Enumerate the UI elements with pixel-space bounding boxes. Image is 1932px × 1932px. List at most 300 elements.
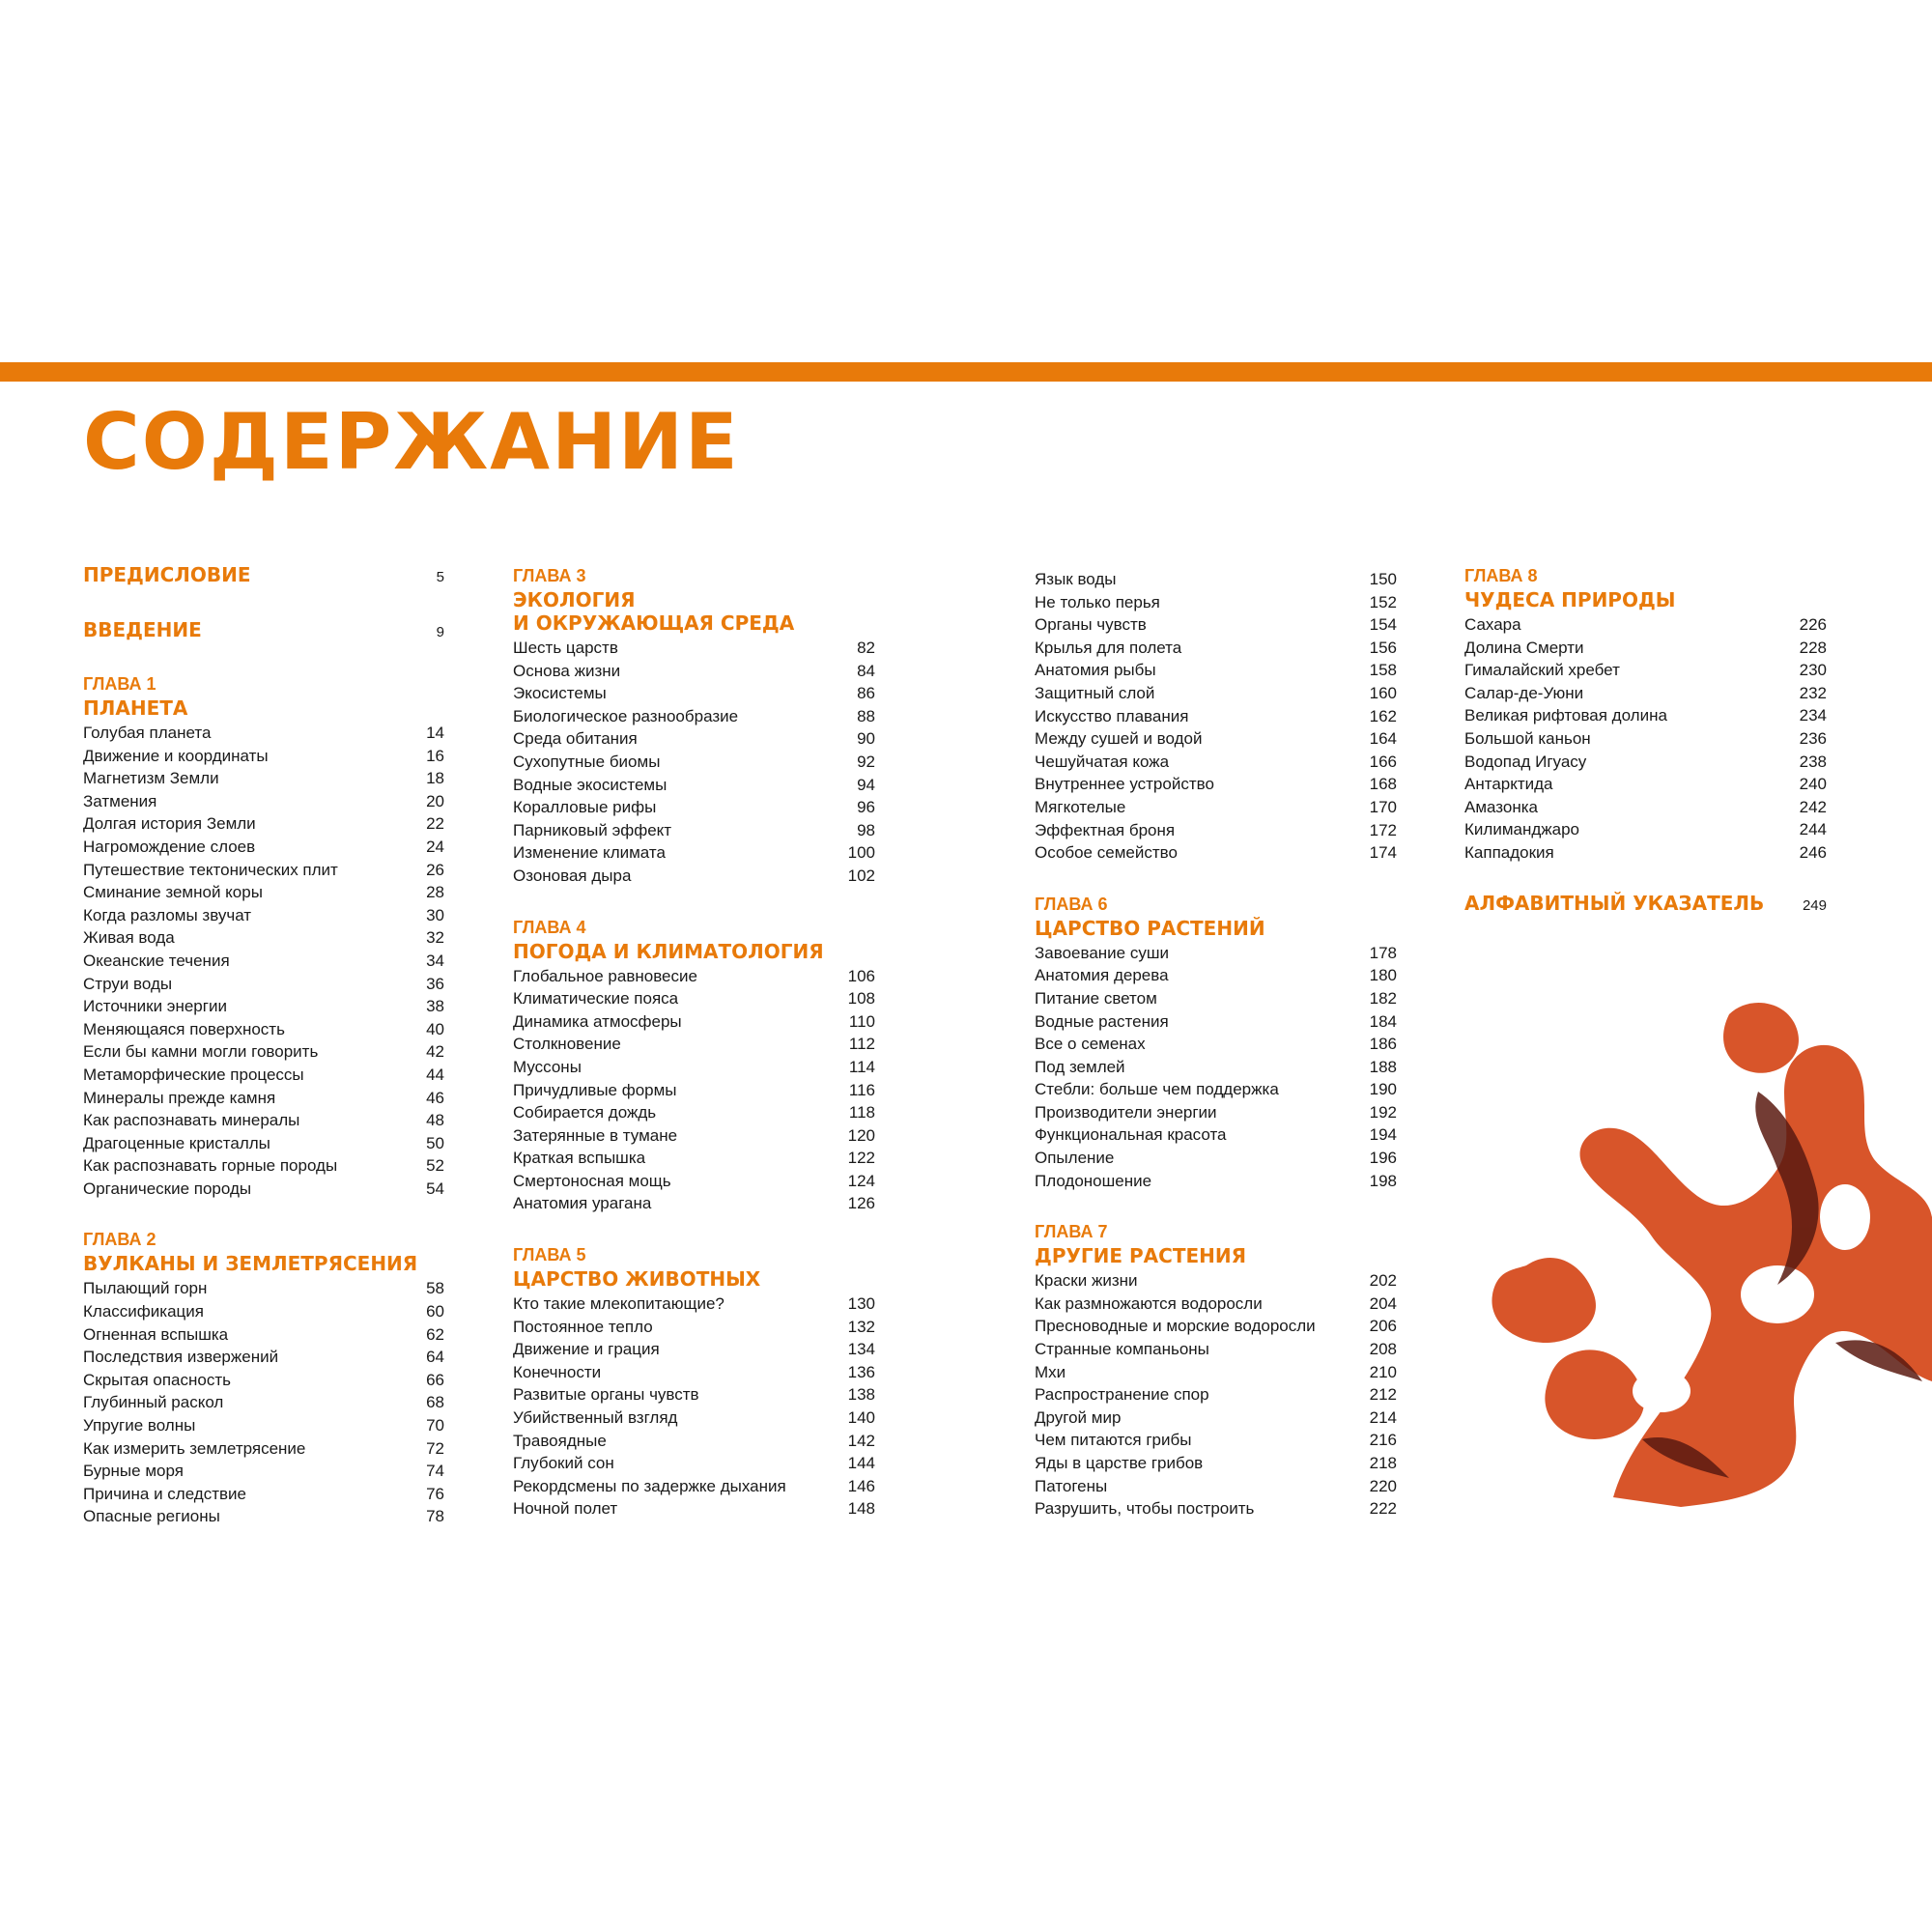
entry-title: Голубая планета bbox=[83, 724, 212, 742]
entry-title: Последствия извержений bbox=[83, 1348, 279, 1367]
chapter-title-line-2: И ОКРУЖАЮЩАЯ СРЕДА bbox=[513, 611, 795, 635]
toc-entry[interactable] bbox=[83, 1064, 444, 1087]
entry-title: Анатомия урагана bbox=[513, 1194, 652, 1213]
toc-entry-intro[interactable] bbox=[83, 618, 444, 647]
toc-entry[interactable] bbox=[1464, 682, 1827, 705]
page-number: 84 bbox=[857, 661, 875, 680]
toc-entry[interactable] bbox=[83, 1109, 444, 1132]
page-number: 220 bbox=[1369, 1476, 1397, 1495]
page-number: 190 bbox=[1369, 1080, 1397, 1099]
entry-title: Мхи bbox=[1035, 1362, 1066, 1381]
entry-title: Сминание земной коры bbox=[83, 883, 263, 902]
chapter-1 bbox=[83, 671, 444, 1200]
entry-title: Краски жизни bbox=[1035, 1271, 1138, 1291]
toc-entry-index[interactable] bbox=[1464, 892, 1827, 921]
entry-title: Климатические пояса bbox=[513, 989, 679, 1009]
toc-entry[interactable] bbox=[83, 767, 444, 790]
entry-title: Муссоны bbox=[513, 1057, 582, 1076]
toc-entry[interactable] bbox=[513, 1361, 875, 1384]
page-number: 124 bbox=[847, 1171, 875, 1190]
toc-entry[interactable] bbox=[513, 1452, 875, 1475]
entry-title: Постоянное тепло bbox=[513, 1317, 653, 1336]
page-number: 140 bbox=[847, 1408, 875, 1428]
entry-title: Сахара bbox=[1464, 615, 1521, 634]
toc-entry[interactable] bbox=[513, 1124, 875, 1148]
page-number: 112 bbox=[848, 1035, 875, 1054]
toc-entry[interactable] bbox=[513, 637, 875, 660]
entry-title: Долгая история Земли bbox=[83, 814, 256, 834]
page-number: 20 bbox=[426, 791, 444, 810]
toc-entry[interactable] bbox=[513, 1316, 875, 1339]
entry-title: Гималайский хребет bbox=[1464, 661, 1620, 680]
chapter-entries bbox=[1035, 1269, 1397, 1520]
toc-entry[interactable] bbox=[1035, 682, 1397, 705]
entry-title: Классификация bbox=[83, 1302, 204, 1321]
entry-title: Другой мир bbox=[1035, 1407, 1122, 1427]
page-number: 94 bbox=[857, 775, 875, 794]
entry-title: Искусство плавания bbox=[1035, 706, 1189, 725]
red-seaweed-illustration bbox=[1488, 976, 1932, 1517]
entry-title: Конечности bbox=[513, 1362, 602, 1381]
toc-entry[interactable] bbox=[1464, 751, 1827, 774]
chapter-entries bbox=[513, 1293, 875, 1520]
toc-entry[interactable] bbox=[83, 1018, 444, 1041]
page-number: 110 bbox=[848, 1011, 875, 1031]
page-number: 116 bbox=[848, 1080, 875, 1099]
toc-entry-preface[interactable] bbox=[83, 563, 444, 592]
entry-title: Как размножаются водоросли bbox=[1035, 1293, 1263, 1313]
toc-entry[interactable] bbox=[83, 722, 444, 745]
entry-title: Причина и следствие bbox=[83, 1484, 246, 1503]
toc-entry[interactable] bbox=[513, 751, 875, 774]
page-number: 162 bbox=[1369, 706, 1397, 725]
toc-entry[interactable] bbox=[83, 859, 444, 882]
toc-entry[interactable] bbox=[513, 1170, 875, 1193]
page-number: 38 bbox=[426, 997, 444, 1016]
page-number: 36 bbox=[426, 974, 444, 993]
toc-entry[interactable] bbox=[513, 1293, 875, 1316]
entry-title: Нагромождение слоев bbox=[83, 837, 256, 856]
entry-title: Водные экосистемы bbox=[513, 775, 668, 794]
toc-entry[interactable] bbox=[83, 1154, 444, 1178]
entry-title: Водные растения bbox=[1035, 1011, 1169, 1031]
page-number: 240 bbox=[1799, 775, 1827, 794]
toc-entry[interactable] bbox=[83, 1460, 444, 1483]
page-number: 184 bbox=[1369, 1011, 1397, 1031]
page-number: 46 bbox=[426, 1088, 444, 1107]
toc-entry[interactable] bbox=[83, 1483, 444, 1506]
entry-title: Великая рифтовая долина bbox=[1464, 706, 1667, 725]
entry-title: Шесть царств bbox=[513, 639, 618, 657]
intro-title: ВВЕДЕНИЕ bbox=[83, 618, 202, 641]
page-number: 208 bbox=[1369, 1340, 1397, 1359]
toc-entry[interactable] bbox=[1035, 1338, 1397, 1361]
entry-title: Рекордсмены по задержке дыхания bbox=[513, 1476, 786, 1495]
toc-entry[interactable] bbox=[1035, 819, 1397, 842]
toc-column-2 bbox=[513, 563, 875, 1548]
page-number: 142 bbox=[847, 1431, 875, 1450]
chapter-label: ГЛАВА 6 bbox=[1035, 894, 1108, 914]
page-number: 102 bbox=[847, 866, 875, 885]
page-number: 32 bbox=[426, 928, 444, 948]
chapter-label: ГЛАВА 5 bbox=[513, 1245, 586, 1265]
toc-entry[interactable] bbox=[1035, 1170, 1397, 1193]
page-number: 88 bbox=[857, 706, 875, 725]
entry-title: Под землей bbox=[1035, 1057, 1125, 1076]
entry-title: Разрушить, чтобы построить bbox=[1035, 1499, 1255, 1519]
page-number: 74 bbox=[426, 1462, 444, 1481]
page-number: 242 bbox=[1799, 797, 1827, 816]
entry-title: Биологическое разнообразие bbox=[513, 706, 739, 725]
toc-entry[interactable] bbox=[1035, 964, 1397, 987]
chapter-6 bbox=[1035, 892, 1397, 1193]
page-number: 28 bbox=[426, 883, 444, 902]
entry-title: Развитые органы чувств bbox=[513, 1385, 699, 1405]
toc-entry[interactable] bbox=[1035, 1269, 1397, 1293]
entry-title: Распространение спор bbox=[1035, 1385, 1209, 1405]
entry-title: Между сушей и водой bbox=[1035, 729, 1203, 749]
entry-title: Каппадокия bbox=[1464, 842, 1554, 862]
page-number: 212 bbox=[1369, 1385, 1397, 1405]
entry-title: Анатомия дерева bbox=[1035, 966, 1169, 985]
toc-entry[interactable] bbox=[83, 1369, 444, 1392]
toc-entry[interactable] bbox=[513, 841, 875, 865]
toc-entry[interactable] bbox=[1464, 773, 1827, 796]
toc-entry[interactable] bbox=[1035, 1056, 1397, 1079]
toc-entry[interactable] bbox=[1035, 1147, 1397, 1170]
entry-title: Движение и координаты bbox=[83, 746, 269, 765]
toc-entry[interactable] bbox=[83, 1087, 444, 1110]
page-number: 54 bbox=[426, 1179, 444, 1198]
toc-entry[interactable] bbox=[1035, 1452, 1397, 1475]
page-number: 24 bbox=[426, 837, 444, 856]
toc-entry[interactable] bbox=[1035, 705, 1397, 728]
page-number: 170 bbox=[1369, 797, 1397, 816]
entry-title: Основа жизни bbox=[513, 661, 621, 680]
toc-entry[interactable] bbox=[83, 745, 444, 768]
page-number: 144 bbox=[847, 1454, 875, 1473]
toc-entry[interactable] bbox=[513, 796, 875, 819]
toc-entry[interactable] bbox=[1035, 751, 1397, 774]
page-number: 16 bbox=[426, 746, 444, 765]
chapter-7 bbox=[1035, 1219, 1397, 1520]
toc-entry[interactable] bbox=[1464, 613, 1827, 637]
entry-title: Источники энергии bbox=[83, 997, 227, 1016]
toc-entry[interactable] bbox=[513, 965, 875, 988]
entry-title: Органические породы bbox=[83, 1179, 252, 1198]
toc-entry[interactable] bbox=[1035, 613, 1397, 637]
chapter-label: ГЛАВА 7 bbox=[1035, 1222, 1108, 1242]
entry-title: Яды в царстве грибов bbox=[1035, 1454, 1204, 1472]
entry-title: Магнетизм Земли bbox=[83, 769, 219, 788]
entry-title: Внутреннее устройство bbox=[1035, 775, 1214, 794]
entry-title: Как распознавать минералы bbox=[83, 1111, 300, 1130]
toc-entry[interactable] bbox=[513, 1033, 875, 1056]
page-number: 172 bbox=[1369, 820, 1397, 839]
toc-entry[interactable] bbox=[1035, 659, 1397, 682]
page-number: 234 bbox=[1799, 706, 1827, 725]
page-number: 44 bbox=[426, 1065, 444, 1084]
toc-entry[interactable] bbox=[513, 1406, 875, 1430]
chapter-entries bbox=[1464, 613, 1827, 865]
toc-entry[interactable] bbox=[513, 705, 875, 728]
entry-title: Собирается дождь bbox=[513, 1103, 657, 1122]
page-number: 249 bbox=[1802, 896, 1827, 914]
page-number: 9 bbox=[436, 624, 444, 640]
page-number: 100 bbox=[847, 843, 875, 863]
entry-title: Долина Смерти bbox=[1464, 638, 1584, 657]
entry-title: Глубинный раскол bbox=[83, 1393, 224, 1412]
toc-entry[interactable] bbox=[1035, 1406, 1397, 1430]
preface-title: ПРЕДИСЛОВИЕ bbox=[83, 563, 251, 586]
page-number: 126 bbox=[847, 1194, 875, 1213]
page-number: 26 bbox=[426, 860, 444, 879]
toc-entry[interactable] bbox=[513, 1338, 875, 1361]
page-number: 160 bbox=[1369, 683, 1397, 702]
entry-title: Как измерить землетрясение bbox=[83, 1438, 306, 1458]
chapter-entries bbox=[83, 722, 444, 1200]
toc-entry[interactable] bbox=[83, 1178, 444, 1201]
toc-entry[interactable] bbox=[1035, 841, 1397, 865]
toc-entry[interactable] bbox=[1035, 1429, 1397, 1452]
toc-entry[interactable] bbox=[83, 836, 444, 859]
page-number: 202 bbox=[1369, 1271, 1397, 1291]
entry-title: Экосистемы bbox=[513, 684, 607, 703]
toc-entry[interactable] bbox=[513, 1192, 875, 1215]
toc-entry[interactable] bbox=[513, 660, 875, 683]
toc-entry[interactable] bbox=[1464, 637, 1827, 660]
entry-title: Затмения bbox=[83, 791, 157, 810]
page-number: 78 bbox=[426, 1507, 444, 1526]
entry-title: Все о семенах bbox=[1035, 1035, 1146, 1054]
entry-title: Мягкотелые bbox=[1035, 797, 1126, 816]
toc-entry[interactable] bbox=[1464, 704, 1827, 727]
top-accent-bar bbox=[0, 362, 1932, 382]
chapter-2 bbox=[83, 1227, 444, 1528]
chapter-title: ЧУДЕСА ПРИРОДЫ bbox=[1464, 588, 1676, 611]
entry-title: Среда обитания bbox=[513, 729, 638, 749]
toc-entry[interactable] bbox=[83, 1132, 444, 1155]
entry-title: Анатомия рыбы bbox=[1035, 661, 1156, 680]
page-number: 64 bbox=[426, 1348, 444, 1367]
entry-title: Антарктида bbox=[1464, 775, 1553, 794]
page-number: 98 bbox=[857, 820, 875, 839]
toc-entry[interactable] bbox=[1035, 1383, 1397, 1406]
entry-title: Защитный слой bbox=[1035, 683, 1155, 702]
page-number: 114 bbox=[848, 1057, 875, 1076]
chapter-label: ГЛАВА 8 bbox=[1464, 566, 1538, 585]
toc-entry[interactable] bbox=[83, 995, 444, 1018]
entry-title: Чем питаются грибы bbox=[1035, 1431, 1192, 1450]
page-number: 130 bbox=[847, 1294, 875, 1314]
chapter-3 bbox=[513, 563, 875, 888]
entry-title: Патогены bbox=[1035, 1476, 1108, 1495]
toc-entry[interactable] bbox=[1464, 659, 1827, 682]
toc-entry[interactable] bbox=[1035, 1123, 1397, 1147]
toc-entry[interactable] bbox=[1035, 1361, 1397, 1384]
toc-entry[interactable] bbox=[83, 1437, 444, 1461]
page-number: 156 bbox=[1369, 638, 1397, 657]
page-number: 236 bbox=[1799, 728, 1827, 748]
toc-entry[interactable] bbox=[83, 926, 444, 950]
page-number: 150 bbox=[1369, 570, 1397, 588]
page-number: 18 bbox=[426, 769, 444, 788]
entry-title: Живая вода bbox=[83, 928, 175, 948]
page-number: 42 bbox=[426, 1042, 444, 1062]
page-number: 62 bbox=[426, 1324, 444, 1344]
entry-title: Плодоношение bbox=[1035, 1171, 1152, 1190]
page-number: 14 bbox=[426, 724, 444, 742]
entry-title: Травоядные bbox=[513, 1431, 607, 1450]
page-number: 138 bbox=[847, 1385, 875, 1405]
page-number: 136 bbox=[847, 1362, 875, 1381]
toc-entry[interactable] bbox=[1035, 1475, 1397, 1498]
toc-entry[interactable] bbox=[513, 865, 875, 888]
page-number: 92 bbox=[857, 752, 875, 771]
toc-entry[interactable] bbox=[1035, 1010, 1397, 1034]
toc-entry[interactable] bbox=[83, 904, 444, 927]
toc-entry[interactable] bbox=[1464, 818, 1827, 841]
page-number: 188 bbox=[1369, 1057, 1397, 1076]
toc-entry[interactable] bbox=[83, 1300, 444, 1323]
page-number: 180 bbox=[1369, 966, 1397, 985]
toc-entry[interactable] bbox=[83, 973, 444, 996]
page-number: 48 bbox=[426, 1111, 444, 1130]
entry-title: Ночной полет bbox=[513, 1499, 618, 1519]
page-number: 50 bbox=[426, 1133, 444, 1152]
entry-title: Пресноводные и морские водоросли bbox=[1035, 1317, 1316, 1336]
page-number: 164 bbox=[1369, 729, 1397, 749]
toc-entry[interactable] bbox=[1035, 942, 1397, 965]
page-number: 132 bbox=[847, 1317, 875, 1336]
toc-entry[interactable] bbox=[1464, 796, 1827, 819]
toc-entry[interactable] bbox=[83, 1505, 444, 1528]
toc-entry[interactable] bbox=[513, 1079, 875, 1102]
page-number: 154 bbox=[1369, 615, 1397, 635]
chapter-5 bbox=[513, 1242, 875, 1520]
chapter-4 bbox=[513, 915, 875, 1216]
page-number: 34 bbox=[426, 951, 444, 970]
page-number: 76 bbox=[426, 1484, 444, 1503]
chapter-title: ЦАРСТВО ЖИВОТНЫХ bbox=[513, 1267, 761, 1292]
toc-entry[interactable] bbox=[1035, 591, 1397, 614]
page-number: 186 bbox=[1369, 1035, 1397, 1054]
toc-entry[interactable] bbox=[1035, 637, 1397, 660]
chapter-5-continued bbox=[1035, 568, 1397, 865]
page-number: 152 bbox=[1369, 592, 1397, 611]
page-number: 192 bbox=[1369, 1102, 1397, 1122]
toc-entry[interactable] bbox=[83, 812, 444, 836]
toc-entry[interactable] bbox=[1035, 1101, 1397, 1124]
toc-entry[interactable] bbox=[513, 1497, 875, 1520]
entry-title: Изменение климата bbox=[513, 843, 666, 863]
toc-entry[interactable] bbox=[1035, 727, 1397, 751]
entry-title: Скрытая опасность bbox=[83, 1370, 231, 1389]
entry-title: Эффектная броня bbox=[1035, 820, 1176, 839]
page-number: 148 bbox=[847, 1499, 875, 1519]
toc-entry[interactable] bbox=[83, 1323, 444, 1347]
page-number: 198 bbox=[1369, 1171, 1397, 1190]
toc-entry[interactable] bbox=[513, 1056, 875, 1079]
toc-entry[interactable] bbox=[513, 1430, 875, 1453]
page-number: 106 bbox=[847, 966, 875, 985]
entry-title: Салар-де-Уюни bbox=[1464, 683, 1584, 702]
toc-entry[interactable] bbox=[513, 1147, 875, 1170]
entry-title: Особое семейство bbox=[1035, 843, 1178, 863]
toc-entry[interactable] bbox=[83, 790, 444, 813]
page-number: 134 bbox=[847, 1340, 875, 1359]
entry-title: Метаморфические процессы bbox=[83, 1065, 304, 1084]
entry-title: Глобальное равновесие bbox=[513, 966, 697, 985]
toc-entry[interactable] bbox=[1464, 727, 1827, 751]
page-number: 146 bbox=[847, 1476, 875, 1495]
entry-title: Динамика атмосферы bbox=[513, 1011, 682, 1031]
toc-entry[interactable] bbox=[83, 1391, 444, 1414]
toc-entry[interactable] bbox=[1035, 568, 1397, 591]
page-number: 226 bbox=[1799, 615, 1827, 634]
toc-entry[interactable] bbox=[1035, 796, 1397, 819]
toc-entry[interactable] bbox=[1035, 1497, 1397, 1520]
toc-entry[interactable] bbox=[1035, 987, 1397, 1010]
page-number: 120 bbox=[847, 1125, 875, 1145]
entry-title: Затерянные в тумане bbox=[513, 1125, 678, 1145]
toc-entry[interactable] bbox=[513, 774, 875, 797]
entry-title: Опасные регионы bbox=[83, 1507, 220, 1526]
page-number: 222 bbox=[1369, 1499, 1397, 1519]
toc-entry[interactable] bbox=[83, 881, 444, 904]
toc-entry[interactable] bbox=[513, 1383, 875, 1406]
toc-entry[interactable] bbox=[1035, 1293, 1397, 1316]
page-number: 206 bbox=[1369, 1317, 1397, 1336]
toc-entry[interactable] bbox=[1464, 841, 1827, 865]
toc-entry[interactable] bbox=[513, 727, 875, 751]
toc-entry[interactable] bbox=[513, 987, 875, 1010]
toc-entry[interactable] bbox=[513, 682, 875, 705]
toc-entry[interactable] bbox=[83, 1277, 444, 1300]
toc-entry[interactable] bbox=[1035, 1033, 1397, 1056]
toc-column-3 bbox=[1035, 568, 1397, 1548]
entry-title: Бурные моря bbox=[83, 1462, 184, 1481]
toc-entry[interactable] bbox=[1035, 1078, 1397, 1101]
page-number: 174 bbox=[1369, 843, 1397, 863]
toc-entry[interactable] bbox=[83, 950, 444, 973]
page-number: 246 bbox=[1799, 842, 1827, 862]
page-number: 232 bbox=[1799, 683, 1827, 702]
entry-title: Парниковый эффект bbox=[513, 820, 672, 839]
index-title: АЛФАВИТНЫЙ УКАЗАТЕЛЬ bbox=[1464, 891, 1765, 915]
toc-entry[interactable] bbox=[513, 819, 875, 842]
entry-title: Струи воды bbox=[83, 974, 173, 993]
page-number: 60 bbox=[426, 1302, 444, 1321]
entry-title: Завоевание суши bbox=[1035, 943, 1169, 962]
toc-entry[interactable] bbox=[513, 1475, 875, 1498]
toc-entry[interactable] bbox=[1035, 773, 1397, 796]
toc-entry[interactable] bbox=[83, 1040, 444, 1064]
entry-title: Минералы прежде камня bbox=[83, 1088, 276, 1107]
entry-title: Кто такие млекопитающие? bbox=[513, 1294, 724, 1314]
page-number: 178 bbox=[1369, 943, 1397, 962]
toc-entry[interactable] bbox=[513, 1010, 875, 1034]
page-number: 108 bbox=[847, 989, 875, 1009]
toc-entry[interactable] bbox=[1035, 1315, 1397, 1338]
entry-title: Пылающий горн bbox=[83, 1279, 208, 1298]
toc-entry[interactable] bbox=[513, 1101, 875, 1124]
entry-title: Стебли: больше чем поддержка bbox=[1035, 1080, 1279, 1099]
entry-title: Не только перья bbox=[1035, 592, 1160, 611]
toc-entry[interactable] bbox=[83, 1346, 444, 1369]
entry-title: Большой каньон bbox=[1464, 728, 1591, 748]
toc-entry[interactable] bbox=[83, 1414, 444, 1437]
